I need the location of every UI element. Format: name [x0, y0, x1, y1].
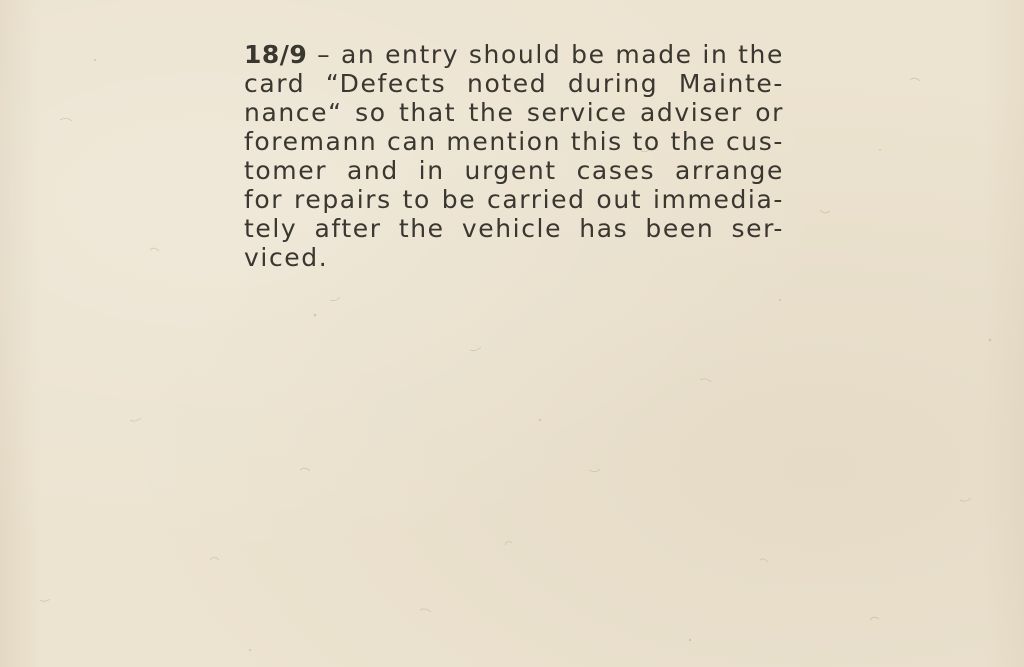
- paragraph-line-3: nance“ so that the service adviser or: [244, 98, 784, 127]
- paragraph-line-1: [244, 40, 784, 69]
- reference-number: 18/9: [244, 40, 308, 69]
- paragraph-line-4: foremann can mention this to the cus-: [244, 127, 784, 156]
- paragraph-line-7: tely after the vehicle has been ser-: [244, 214, 784, 243]
- paragraph-18-9: [244, 40, 784, 272]
- paragraph-line-2: card “Defects noted during Mainte-: [244, 69, 784, 98]
- paragraph-line-1-text: – an entry should be made in the: [307, 40, 784, 69]
- paragraph-line-6: for repairs to be carried out immedia-: [244, 185, 784, 214]
- paragraph-line-5: tomer and in urgent cases arrange: [244, 156, 784, 185]
- paragraph-line-8: viced.: [244, 243, 329, 272]
